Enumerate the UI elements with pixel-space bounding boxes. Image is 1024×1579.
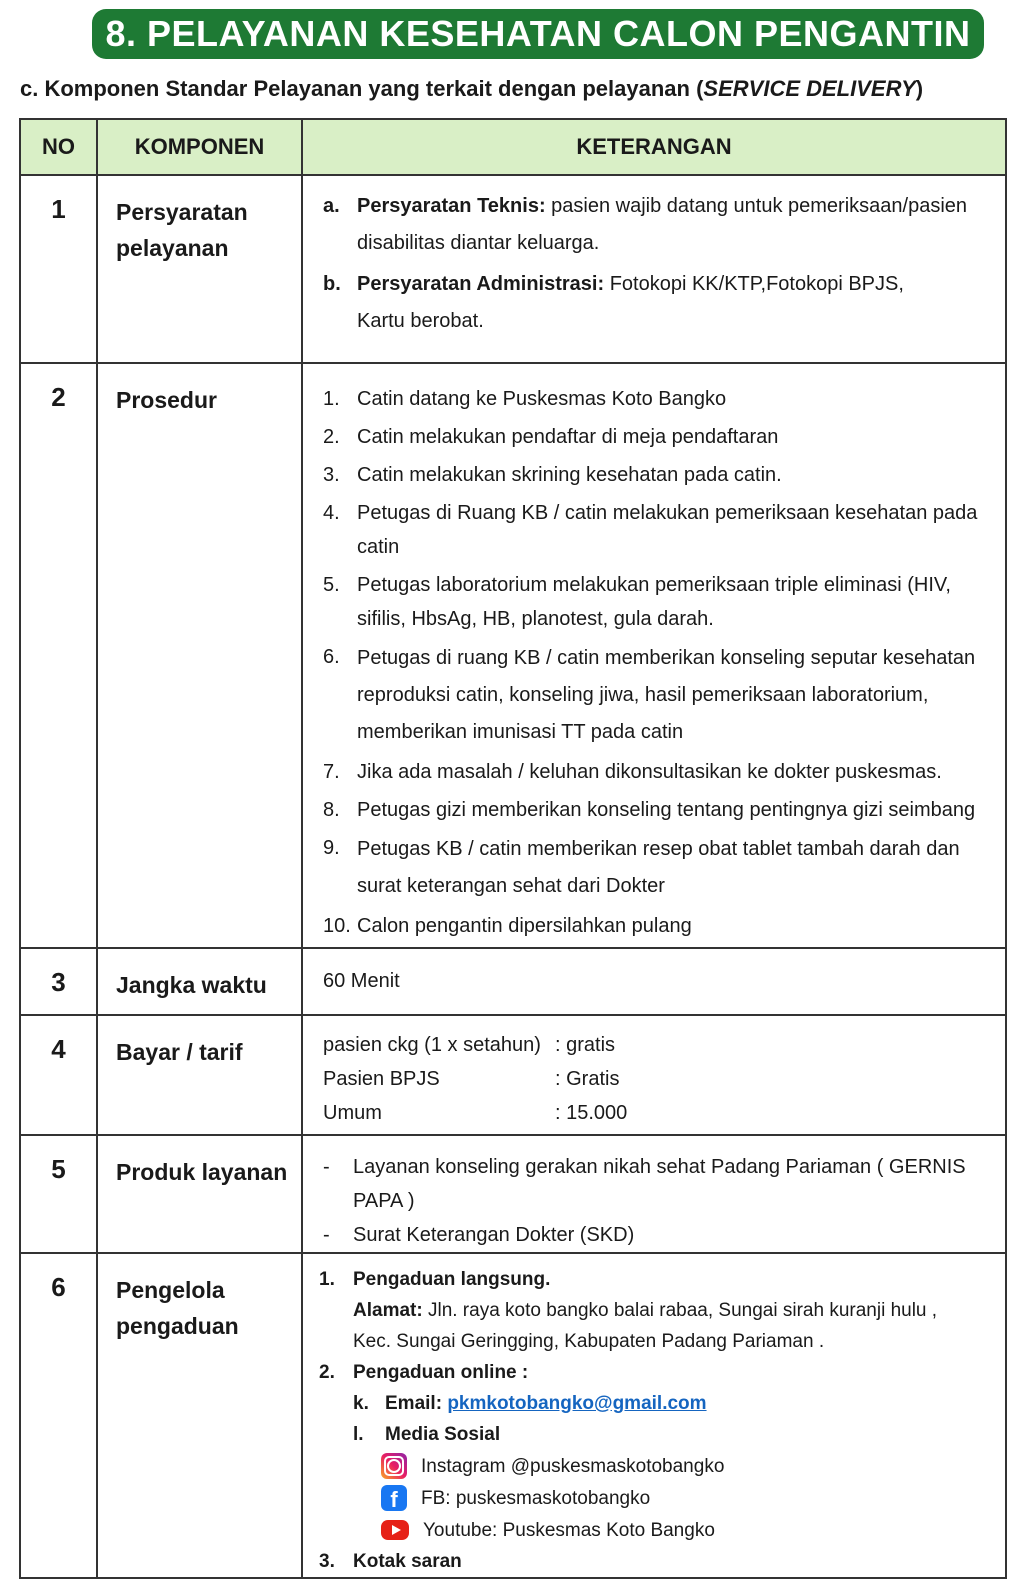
step-number: 2. — [323, 426, 340, 448]
table-row — [20, 1015, 1006, 1135]
row-komponen — [97, 175, 302, 363]
step-number: 9. — [323, 837, 340, 859]
list-marker: 3. — [319, 1551, 335, 1572]
item-text: Fotokopi KK/KTP,Fotokopi BPJS, Kartu berobat. — [357, 273, 904, 332]
row-komponen: Bayar / tarif — [97, 1015, 302, 1135]
address-value: Jln. raya koto bangko balai rabaa, Sungai sirah kuranji hulu , Kec. Sungai Geringging, Kabupaten Padang Pariaman . — [353, 1300, 938, 1352]
instagram-item[interactable] — [319, 1450, 991, 1482]
facebook-handle: FB: puskesmaskotobangko — [421, 1487, 651, 1509]
product-list — [323, 1150, 991, 1252]
address-label: Alamat: — [353, 1300, 423, 1321]
row-number: 3 — [20, 948, 97, 1015]
row-keterangan — [302, 1015, 1006, 1135]
komponen-line: pelayanan — [116, 235, 229, 261]
header-no: NO — [20, 119, 97, 175]
list-marker: k. — [353, 1393, 369, 1414]
product-text: Layanan konseling gerakan nikah sehat Padang Pariaman ( GERNIS PAPA ) — [353, 1156, 966, 1212]
service-standard-table — [19, 118, 1007, 1579]
row-keterangan — [302, 1253, 1006, 1578]
tarif-value: : 15.000 — [555, 1102, 628, 1124]
table-row — [20, 948, 1006, 1015]
row-number: 5 — [20, 1135, 97, 1253]
step-text: Catin melakukan pendaftar di meja pendaftaran — [357, 426, 779, 448]
procedure-step — [323, 793, 991, 827]
step-text: Catin datang ke Puskesmas Koto Bangko — [357, 388, 727, 410]
row-keterangan: 60 Menit — [302, 948, 1006, 1015]
row-number: 1 — [20, 175, 97, 363]
list-marker: a. — [323, 195, 340, 217]
table-row — [20, 1253, 1006, 1578]
row-komponen — [97, 1253, 302, 1578]
media-label: Media Sosial — [385, 1424, 501, 1445]
table-row — [20, 1135, 1006, 1253]
page-title-banner: 8. PELAYANAN KESEHATAN CALON PENGANTIN — [92, 9, 984, 59]
tarif-value: : gratis — [555, 1034, 616, 1056]
procedure-step — [323, 909, 991, 943]
media-sosial-item — [319, 1419, 991, 1450]
row-komponen: Produk layanan — [97, 1135, 302, 1253]
item-text: pasien wajib datang untuk pemeriksaan/pasien disabilitas diantar keluarga. — [357, 195, 968, 254]
step-text: Petugas laboratorium melakukan pemeriksaan triple eliminasi (HIV, sifilis, HbsAg, HB, planotest, gula darah. — [357, 574, 951, 630]
youtube-icon — [381, 1520, 409, 1540]
list-marker: b. — [323, 273, 341, 295]
header-komponen: KOMPONEN — [97, 119, 302, 175]
procedure-list — [323, 382, 991, 943]
item-label: Kotak saran — [353, 1551, 462, 1572]
email-link[interactable]: pkmkotobangko@gmail.com — [447, 1393, 707, 1414]
step-number: 7. — [323, 761, 340, 783]
list-item — [319, 1357, 991, 1388]
step-text: Catin melakukan skrining kesehatan pada catin. — [357, 464, 782, 486]
list-item — [323, 188, 991, 262]
product-item — [323, 1218, 991, 1252]
procedure-step — [323, 382, 991, 416]
youtube-item[interactable] — [319, 1514, 991, 1546]
dash-marker: - — [323, 1156, 330, 1178]
step-text: Petugas KB / catin memberikan resep obat tablet tambah darah dan surat keterangan sehat dari Dokter — [357, 838, 960, 897]
row-keterangan — [302, 175, 1006, 363]
product-item — [323, 1150, 991, 1218]
header-keterangan: KETERANGAN — [302, 119, 1006, 175]
procedure-step — [323, 568, 991, 636]
facebook-icon: f — [381, 1485, 407, 1511]
tarif-category: Umum — [323, 1102, 382, 1124]
row-number: 2 — [20, 363, 97, 948]
step-number: 4. — [323, 502, 340, 524]
step-number: 3. — [323, 464, 340, 486]
list-marker: 2. — [319, 1362, 335, 1383]
row-komponen: Prosedur — [97, 363, 302, 948]
section-subtitle: c. Komponen Standar Pelayanan yang terkait dengan pelayanan (SERVICE DELIVERY) — [20, 76, 924, 101]
row-number: 4 — [20, 1015, 97, 1135]
step-text: Jika ada masalah / keluhan dikonsultasikan ke dokter puskesmas. — [357, 761, 942, 783]
item-label: Persyaratan Administrasi: — [357, 273, 605, 295]
komponen-line: Pengelola — [116, 1277, 225, 1303]
table-row — [20, 175, 1006, 363]
procedure-step — [323, 496, 991, 564]
tarif-item — [323, 1062, 991, 1096]
facebook-item[interactable] — [319, 1482, 991, 1514]
table-header-row — [20, 119, 1006, 175]
list-item — [323, 266, 991, 340]
tarif-category: Pasien BPJS — [323, 1068, 440, 1090]
email-label: Email: — [385, 1393, 443, 1414]
list-item — [319, 1546, 991, 1577]
step-number: 5. — [323, 574, 340, 596]
procedure-step — [323, 420, 991, 454]
list-marker: 1. — [319, 1269, 335, 1290]
komponen-line: pengaduan — [116, 1313, 239, 1339]
item-label: Pengaduan online : — [353, 1362, 529, 1383]
komponen-line: Persyaratan — [116, 199, 248, 225]
address-text — [319, 1295, 991, 1357]
step-number: 8. — [323, 799, 340, 821]
procedure-step — [323, 755, 991, 789]
youtube-channel: Youtube: Puskesmas Koto Bangko — [423, 1519, 715, 1541]
instagram-icon — [381, 1453, 407, 1479]
item-label: Persyaratan Teknis: — [357, 195, 546, 217]
tarif-item — [323, 1028, 991, 1062]
step-text: Petugas di Ruang KB / catin melakukan pemeriksaan kesehatan pada catin — [357, 502, 978, 558]
row-keterangan — [302, 1135, 1006, 1253]
tarif-value: : Gratis — [555, 1068, 620, 1090]
product-text: Surat Keterangan Dokter (SKD) — [353, 1224, 635, 1246]
step-text: Calon pengantin dipersilahkan pulang — [357, 915, 692, 937]
email-item — [319, 1388, 991, 1419]
step-text: Petugas di ruang KB / catin memberikan konseling seputar kesehatan reproduksi catin, konseling jiwa, hasil pemeriksaan laboratorium, memberikan imunisasi TT pada catin — [357, 647, 976, 743]
step-number: 10. — [323, 915, 351, 937]
dash-marker: - — [323, 1224, 330, 1246]
list-marker: l. — [353, 1424, 364, 1445]
list-item — [319, 1264, 991, 1295]
step-number: 6. — [323, 646, 340, 668]
row-komponen: Jangka waktu — [97, 948, 302, 1015]
row-number: 6 — [20, 1253, 97, 1578]
procedure-step — [323, 640, 991, 751]
tarif-item — [323, 1096, 991, 1130]
step-number: 1. — [323, 388, 340, 410]
instagram-handle: Instagram @puskesmaskotobangko — [421, 1455, 725, 1477]
table-row — [20, 363, 1006, 948]
item-label: Pengaduan langsung. — [353, 1269, 551, 1290]
tarif-category: pasien ckg (1 x setahun) — [323, 1034, 541, 1056]
tarif-list — [323, 1028, 991, 1130]
procedure-step — [323, 831, 991, 905]
procedure-step — [323, 458, 991, 492]
step-text: Petugas gizi memberikan konseling tentang pentingnya gizi seimbang — [357, 799, 976, 821]
row-keterangan — [302, 363, 1006, 948]
